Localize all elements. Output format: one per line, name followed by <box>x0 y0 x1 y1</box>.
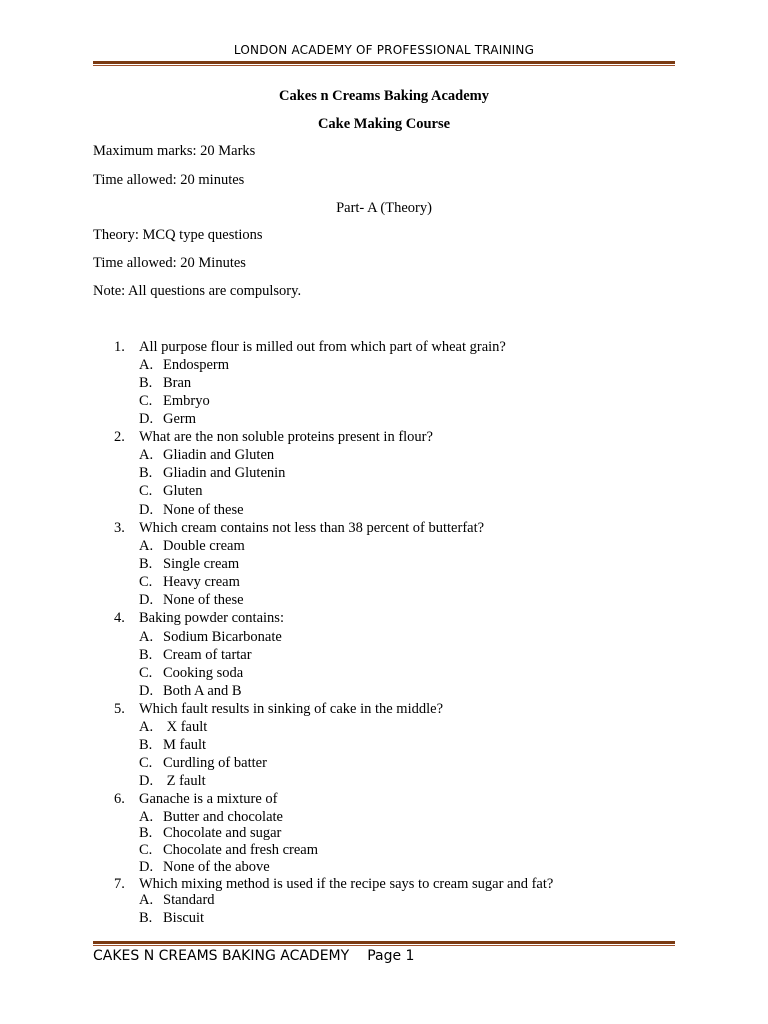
option-text: Embryo <box>163 393 210 409</box>
answer-option <box>139 411 196 428</box>
option-letter: B. <box>139 465 153 481</box>
option-text: Standard <box>163 892 215 908</box>
option-letter: B. <box>139 556 153 572</box>
option-letter: A. <box>139 892 154 908</box>
option-text: Gliadin and Gluten <box>163 447 275 463</box>
option-letter: D. <box>139 502 154 518</box>
answer-option <box>139 375 191 392</box>
option-text: Germ <box>163 411 197 427</box>
option-text: Single cream <box>163 556 240 572</box>
question-item <box>114 791 278 808</box>
option-letter: B. <box>139 825 153 841</box>
footer-rule <box>93 941 675 946</box>
option-text: Cream of tartar <box>163 647 252 663</box>
document-title: Cakes n Creams Baking Academy <box>279 88 489 104</box>
question-item <box>114 876 553 893</box>
option-text: Z fault <box>163 773 206 789</box>
question-number: 1. <box>114 339 125 355</box>
note-line: Note: All questions are compulsory. <box>93 283 302 299</box>
answer-option <box>139 859 270 876</box>
answer-option <box>139 647 252 664</box>
part-heading: Part- A (Theory) <box>336 200 432 216</box>
answer-option <box>139 629 282 646</box>
question-text: All purpose flour is milled out from which part of wheat grain? <box>139 339 506 355</box>
question-item <box>114 339 506 356</box>
option-text: None of the above <box>163 859 270 875</box>
answer-option <box>139 737 206 754</box>
option-text: Gliadin and Glutenin <box>163 465 286 481</box>
option-letter: D. <box>139 859 154 875</box>
answer-option <box>139 809 283 826</box>
question-item <box>114 520 484 537</box>
option-letter: C. <box>139 393 153 409</box>
option-text: Butter and chocolate <box>163 809 283 825</box>
question-text: Which mixing method is used if the recipe says to cream sugar and fat? <box>139 876 554 892</box>
option-letter: C. <box>139 483 153 499</box>
option-text: M fault <box>163 737 207 753</box>
answer-option <box>139 910 204 927</box>
page-header-text: LONDON ACADEMY OF PROFESSIONAL TRAINING <box>233 43 535 57</box>
question-item <box>114 701 443 718</box>
answer-option <box>139 842 318 859</box>
answer-option <box>139 483 202 500</box>
option-text: Bran <box>163 375 192 391</box>
page-number: Page 1 <box>367 948 415 964</box>
option-letter: C. <box>139 574 153 590</box>
time-allowed-2: Time allowed: 20 Minutes <box>93 255 246 271</box>
answer-option <box>139 393 210 410</box>
option-text: None of these <box>163 592 244 608</box>
option-letter: A. <box>139 809 154 825</box>
question-item <box>114 429 433 446</box>
option-text: Sodium Bicarbonate <box>163 629 282 645</box>
question-number: 4. <box>114 610 125 626</box>
option-text: Double cream <box>163 538 245 554</box>
answer-option <box>139 719 207 736</box>
answer-option <box>139 665 243 682</box>
option-letter: B. <box>139 647 153 663</box>
answer-option <box>139 447 274 464</box>
course-title: Cake Making Course <box>317 116 451 132</box>
option-text: Curdling of batter <box>163 755 267 771</box>
option-text: X fault <box>163 719 208 735</box>
option-letter: C. <box>139 755 153 771</box>
option-letter: A. <box>139 719 154 735</box>
question-number: 7. <box>114 876 125 892</box>
answer-option <box>139 574 240 591</box>
answer-option <box>139 502 244 519</box>
option-letter: A. <box>139 447 154 463</box>
option-text: None of these <box>163 502 244 518</box>
answer-option <box>139 465 285 482</box>
option-letter: C. <box>139 842 153 858</box>
option-text: Endosperm <box>163 357 230 373</box>
max-marks: Maximum marks: 20 Marks <box>93 143 256 159</box>
answer-option <box>139 892 215 909</box>
option-letter: A. <box>139 629 154 645</box>
answer-option <box>139 357 229 374</box>
option-letter: A. <box>139 538 154 554</box>
time-allowed: Time allowed: 20 minutes <box>93 172 245 188</box>
question-text: Ganache is a mixture of <box>139 791 278 807</box>
option-letter: D. <box>139 411 154 427</box>
answer-option <box>139 556 239 573</box>
option-text: Chocolate and fresh cream <box>163 842 318 858</box>
option-letter: B. <box>139 375 153 391</box>
question-text: Which cream contains not less than 38 percent of butterfat? <box>139 520 485 536</box>
option-letter: B. <box>139 737 153 753</box>
option-text: Gluten <box>163 483 203 499</box>
question-text: What are the non soluble proteins present in flour? <box>139 429 433 445</box>
answer-option <box>139 592 244 609</box>
option-letter: D. <box>139 683 154 699</box>
question-text: Which fault results in sinking of cake in the middle? <box>139 701 444 717</box>
option-text: Biscuit <box>163 910 205 926</box>
option-letter: D. <box>139 592 154 608</box>
page-footer <box>93 948 414 964</box>
question-text: Baking powder contains: <box>139 610 284 626</box>
option-letter: D. <box>139 773 154 789</box>
option-letter: C. <box>139 665 153 681</box>
question-item <box>114 610 284 627</box>
option-text: Both A and B <box>163 683 242 699</box>
answer-option <box>139 825 281 842</box>
footer-text: CAKES N CREAMS BAKING ACADEMY <box>93 948 350 964</box>
answer-option <box>139 755 267 772</box>
answer-option <box>139 538 245 555</box>
question-number: 5. <box>114 701 125 717</box>
option-text: Cooking soda <box>163 665 244 681</box>
theory-line: Theory: MCQ type questions <box>93 227 263 243</box>
answer-option <box>139 683 242 700</box>
answer-option <box>139 773 206 790</box>
question-number: 6. <box>114 791 125 807</box>
question-number: 3. <box>114 520 125 536</box>
option-text: Heavy cream <box>163 574 240 590</box>
option-letter: B. <box>139 910 153 926</box>
option-text: Chocolate and sugar <box>163 825 282 841</box>
question-number: 2. <box>114 429 125 445</box>
header-rule <box>93 61 675 66</box>
option-letter: A. <box>139 357 154 373</box>
